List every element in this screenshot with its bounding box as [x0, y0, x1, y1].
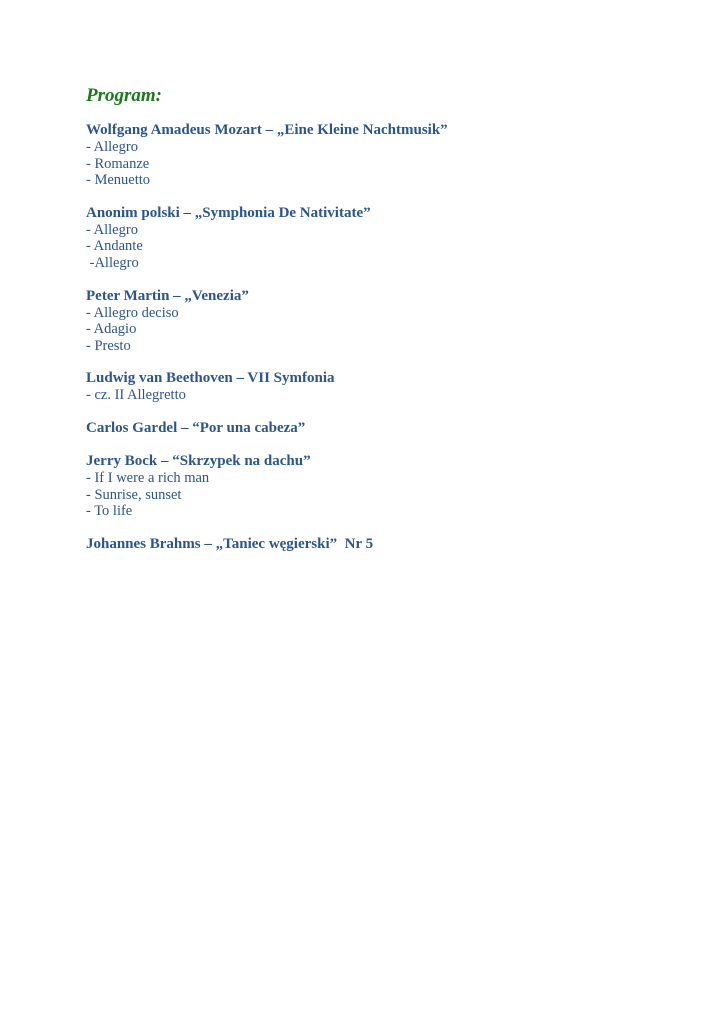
- piece-heading: Anonim polski – „Symphonia De Nativitate”: [86, 204, 371, 221]
- piece-heading: Ludwig van Beethoven – VII Symfonia: [86, 370, 335, 387]
- movement-item: - Menuetto: [86, 172, 151, 189]
- movement-item: - Romanze: [86, 155, 150, 172]
- movement-item: - To life: [86, 503, 133, 520]
- movement-item: - Sunrise, sunset: [86, 486, 182, 503]
- piece-gardel: [86, 420, 686, 437]
- piece-anonim: [86, 205, 686, 272]
- movement-item: - Presto: [86, 337, 131, 354]
- movement-item: - Allegro: [86, 139, 138, 155]
- movement-item: - cz. II Allegretto: [86, 387, 186, 404]
- piece-heading: Jerry Bock – “Skrzypek na dachu”: [86, 452, 311, 469]
- piece-martin: [86, 288, 686, 355]
- movement-item: - Allegro: [86, 221, 138, 238]
- piece-brahms: [86, 536, 686, 553]
- piece-heading: Wolfgang Amadeus Mozart – „Eine Kleine Nachtmusik”: [86, 122, 448, 138]
- piece-heading: Peter Martin – „Venezia”: [86, 287, 249, 304]
- movement-item: - Allegro deciso: [86, 304, 179, 321]
- piece-heading: Carlos Gardel – “Por una cabeza”: [86, 419, 306, 436]
- program-title: Program:: [86, 85, 162, 106]
- movement-item: - Adagio: [86, 321, 137, 338]
- piece-beethoven: [86, 370, 686, 404]
- movement-item: - Andante: [86, 238, 143, 255]
- movement-item: - If I were a rich man: [86, 469, 210, 486]
- piece-heading: Johannes Brahms – „Taniec węgierski” Nr 5: [86, 535, 374, 552]
- piece-bock: [86, 453, 686, 520]
- program-page: [86, 84, 686, 569]
- movement-item: -Allegro: [86, 254, 139, 271]
- piece-mozart: [86, 122, 686, 189]
